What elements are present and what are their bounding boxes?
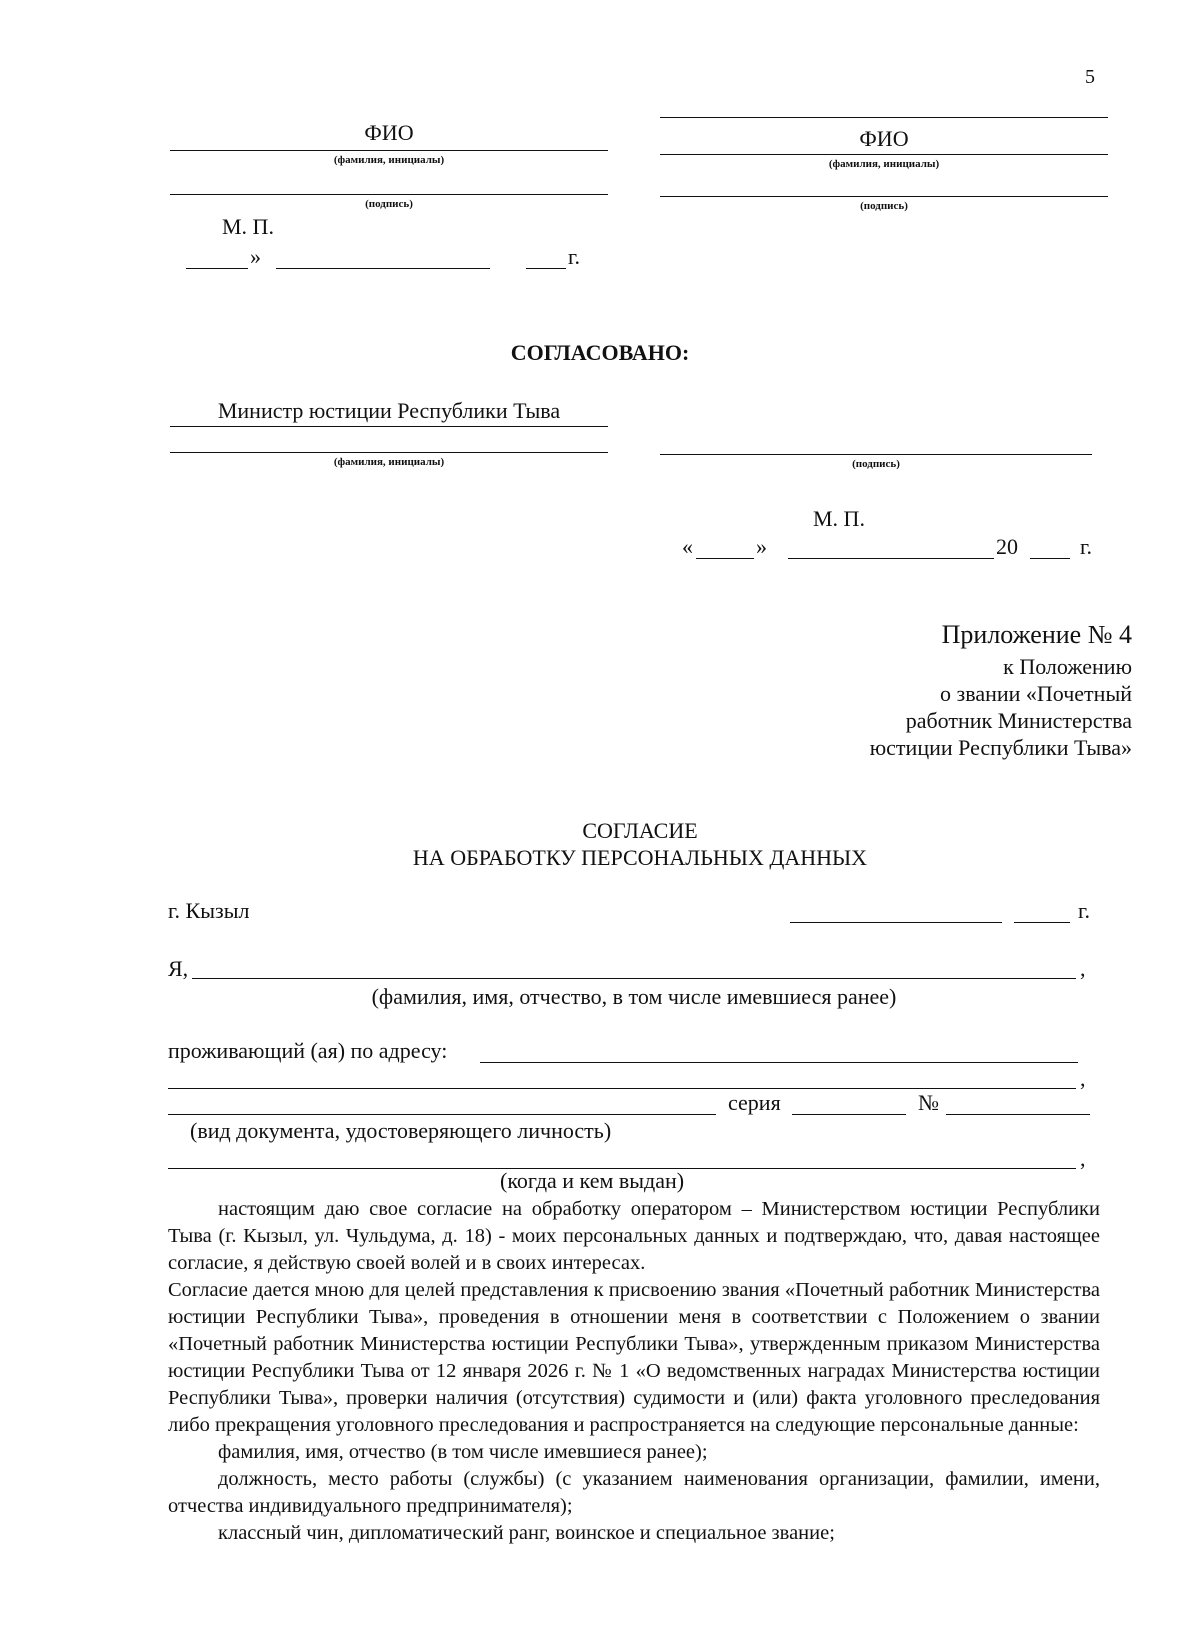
left-date-year-suffix: г.: [568, 244, 581, 269]
consent-name-line: [192, 978, 1076, 979]
consent-city: г. Кызыл: [168, 898, 250, 923]
minister-title-line: [170, 426, 608, 427]
minister-name-caption: (фамилия, инициалы): [333, 456, 445, 468]
approval-date-day-line: [696, 558, 754, 559]
consent-issued-comma: ,: [1080, 1146, 1086, 1171]
minister-title: Министр юстиции Республики Тыва: [217, 398, 561, 423]
consent-i-label: Я,: [168, 956, 189, 981]
approval-date-open-quote: «: [682, 534, 693, 559]
left-signature-line: [170, 194, 608, 195]
consent-paragraph-2: Согласие дается мною для целей представления к присвоению звания «Почетный работник Министерства юстиции Республики Тыва», проведения в отношении меня в соответствии с Положением о звании «Почетный работник Министерства юстиции Республики Тыва», утвержденным приказом Министерства юстиции Республики Тыва от 12 января 2026 г. № 1 «О ведомственных наградах Министерства юстиции Республики Тыва», проверки наличия (отсутствия) судимости и (или) факта уголовного преследования либо прекращения уголовного преследования и распространяется на следующие персональные данные:: [168, 1279, 1100, 1436]
consent-document-caption: (вид документа, удостоверяющего личность): [190, 1118, 612, 1143]
consent-title-line-1: СОГЛАСИЕ: [582, 818, 698, 843]
approval-date-month-line: [788, 558, 994, 559]
right-signatory-name: ФИО: [859, 126, 909, 151]
left-name-line: [170, 150, 608, 151]
consent-address-label: проживающий (ая) по адресу:: [168, 1038, 448, 1063]
page-number: 5: [1085, 66, 1095, 88]
minister-name-line: [170, 452, 608, 453]
left-signature-caption: (подпись): [365, 198, 413, 210]
appendix-line-3: работник Министерства: [905, 708, 1132, 733]
left-date-day-line: [186, 268, 248, 269]
right-name-caption: (фамилия, инициалы): [828, 158, 940, 170]
left-date-month-line: [276, 268, 490, 269]
approval-date-year-line: [1030, 558, 1070, 559]
approval-date-close-quote: »: [756, 534, 767, 559]
appendix-title: Приложение № 4: [941, 620, 1132, 649]
consent-address-line-2: [168, 1088, 1076, 1089]
appendix-line-2: о звании «Почетный: [940, 681, 1132, 706]
approval-heading: СОГЛАСОВАНО:: [510, 340, 690, 365]
consent-issued-caption: (когда и кем выдан): [500, 1168, 685, 1193]
left-date-year-line: [526, 268, 566, 269]
consent-list-item: фамилия, имя, отчество (в том числе имевшиеся ранее);: [218, 1441, 708, 1463]
consent-number-line: [946, 1114, 1090, 1115]
left-stamp-label: М. П.: [222, 214, 274, 239]
consent-date-line-2: [1014, 922, 1070, 923]
consent-series-line: [792, 1114, 906, 1115]
minister-signature-line: [660, 454, 1092, 455]
consent-date-suffix: г.: [1078, 898, 1091, 923]
consent-name-comma: ,: [1080, 956, 1086, 981]
approval-date-century: 20: [996, 534, 1018, 559]
appendix-line-1: к Положению: [1003, 654, 1132, 679]
consent-body: [168, 1196, 1100, 1547]
consent-name-caption: (фамилия, имя, отчество, в том числе имевшиеся ранее): [371, 984, 897, 1009]
left-date-quote: »: [250, 244, 261, 269]
right-name-line: [660, 154, 1108, 155]
right-top-line: [660, 117, 1108, 118]
consent-list-item: должность, место работы (службы) (с указанием наименования организации, фамилии, имени, отчества индивидуального предпринимателя);: [168, 1468, 1100, 1517]
approval-stamp-label: М. П.: [813, 506, 865, 531]
consent-list-item: классный чин, дипломатический ранг, воинское и специальное звание;: [218, 1522, 835, 1544]
consent-address-line-1: [480, 1062, 1078, 1063]
right-signature-caption: (подпись): [860, 200, 908, 212]
right-signature-line: [660, 196, 1108, 197]
consent-series-label: серия: [728, 1090, 781, 1115]
appendix-line-4: юстиции Республики Тыва»: [869, 735, 1132, 760]
consent-date-line-1: [790, 922, 1002, 923]
left-signatory-name: ФИО: [364, 120, 414, 145]
consent-title-line-2: НА ОБРАБОТКУ ПЕРСОНАЛЬНЫХ ДАННЫХ: [412, 845, 868, 870]
consent-paragraph-1: настоящим даю свое согласие на обработку оператором – Министерством юстиции Республики Тыва (г. Кызыл, ул. Чульдума, д. 18) - моих персональных данных и подтверждаю, что, давая настоящее согласие, я действую своей волей и в своих интересах.: [168, 1198, 1100, 1274]
approval-date-year-suffix: г.: [1080, 534, 1093, 559]
left-name-caption: (фамилия, инициалы): [333, 154, 445, 166]
consent-address-comma: ,: [1080, 1066, 1086, 1091]
minister-signature-caption: (подпись): [852, 458, 900, 470]
consent-document-line: [168, 1114, 716, 1115]
consent-number-label: №: [918, 1090, 939, 1115]
